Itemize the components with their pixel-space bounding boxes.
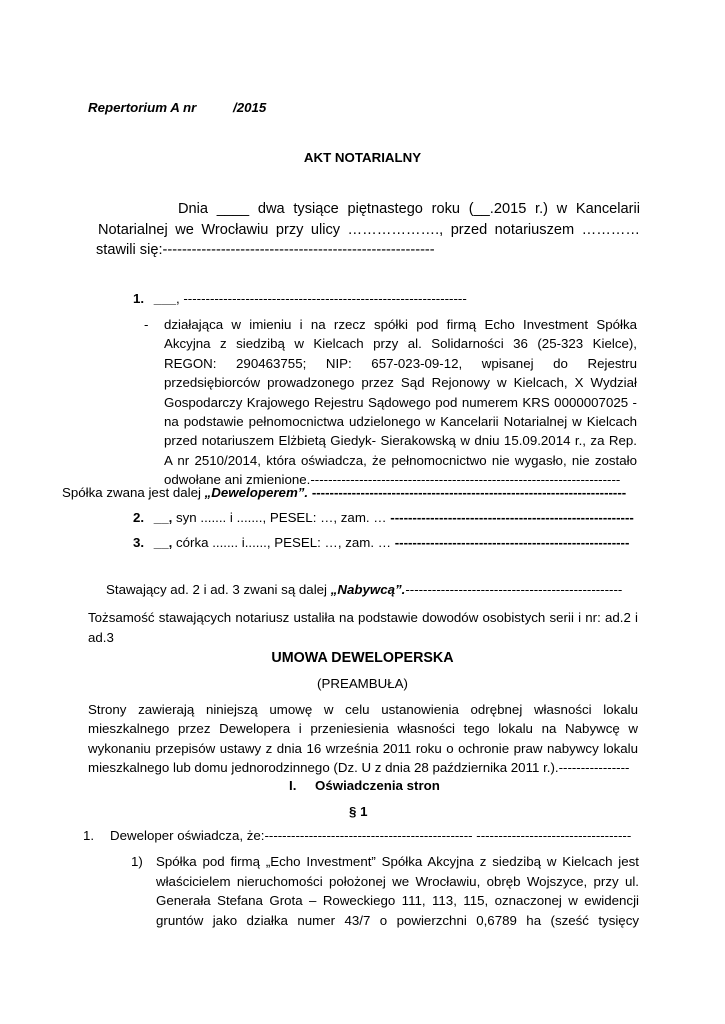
- document-title: AKT NOTARIALNY: [303, 150, 422, 165]
- party-blank: __,: [153, 535, 173, 550]
- party-blank: __,: [153, 510, 173, 525]
- preamble-line: Strony zawierają niniejszą umowę w celu ustanowienia odrębnej własności lokalu: [88, 702, 638, 717]
- buyers-definition: [106, 582, 622, 597]
- buyers-term: „Nabywcą”.: [330, 582, 406, 597]
- identity-line: Tożsamość stawających notariusz ustaliła na podstawie dowodów osobistych serii i nr: ad.2 i: [88, 610, 638, 625]
- bullet-dash: -: [144, 317, 149, 332]
- contract-title: UMOWA DEWELOPERSKA: [271, 650, 454, 666]
- preamble-line: mieszkalnego lub domu jednorodzinnego (Dz. U z dnia 28 października 2011 r.).----------------: [88, 760, 630, 776]
- description-line: odwołane ani zmienione.----------------------------------------------------------------------: [164, 472, 621, 488]
- party-name: ___: [153, 291, 176, 306]
- preamble-title: (PREAMBUŁA): [317, 676, 408, 691]
- preamble-paragraph: [88, 700, 638, 778]
- paragraph-mark: § 1: [349, 804, 368, 819]
- party-text: córka ....... i......, PESEL: …, zam. …: [172, 535, 395, 550]
- description-line: A nr 2510/2014, która oświadcza, że pełnomocnictwo nie wygasło, nie zostało: [164, 452, 637, 468]
- subitem-line: Spółka pod firmą „Echo Investment” Spółka Akcyjna z siedzibą w Kielcach jest: [156, 854, 639, 869]
- party-number: 3.: [133, 535, 145, 550]
- description-line: REGON: 290463755; NIP: 657-023-09-12, wpisanej do Rejestru: [164, 355, 637, 371]
- description-line: działająca w imieniu i na rzecz spółki pod firmą Echo Investment Spółka: [164, 317, 637, 332]
- party-2: [133, 510, 634, 525]
- preamble-line: mieszkalnego przez Dewelopera i przeniesienia własności tego lokalu na Nabywcę w: [88, 721, 638, 737]
- intro-paragraph: [98, 199, 640, 261]
- item-text: Deweloper oświadcza, że:----------------------------------------------- -----------------------------------: [110, 828, 632, 843]
- subitem-line: właścicielem nieruchomości położonej we Wrocławiu, obręb Wojszyce, przy ul.: [156, 873, 639, 889]
- intro-line: Notarialnej we Wrocławiu przy ulicy ………………., przed notariuszem …………: [98, 221, 640, 238]
- developer-term: „Deweloperem”.: [204, 485, 309, 500]
- section-number: I.: [289, 778, 297, 793]
- identity-paragraph: [88, 608, 638, 647]
- description-line: Akcyjna z siedzibą w Kielcach przy al. Solidarności 36 (25-323 Kielce),: [164, 336, 637, 352]
- developer-definition: [62, 485, 626, 500]
- repertorium-year: /2015: [233, 100, 267, 115]
- identity-line: ad.3: [88, 629, 114, 645]
- party-1-description: [164, 315, 637, 490]
- subitem-paragraph: [156, 852, 639, 930]
- party-dashes: -------------------------------------------------------: [390, 510, 634, 525]
- description-line: Gospodarczy Krajowego Rejestru Sądowego pod numerem KRS 0000007025 -: [164, 394, 637, 410]
- intro-line: Dnia ____ dwa tysiące piętnastego roku (__.2015 r.) w Kancelarii: [178, 201, 640, 217]
- section-title: Oświadczenia stron: [315, 778, 440, 793]
- description-line: na podstawie pełnomocnictwa udzielonego w Kancelarii Notarialnej w Kielcach: [164, 414, 637, 430]
- buyers-prefix: Stawający ad. 2 i ad. 3 zwani są dalej: [106, 582, 331, 597]
- description-line: przedsiębiorców prowadzonego przez Sąd Rejonowy w Kielcach, X Wydział: [164, 375, 637, 391]
- developer-dashes: -----------------------------------------------------------------------: [308, 485, 627, 500]
- preamble-line: wykonaniu przepisów ustawy z dnia 16 września 2011 roku o ochronie praw nabywcy lokalu: [88, 740, 638, 756]
- subitem-line: Generała Stefana Grota – Roweckiego 111, 113, 115, oznaczonej w ewidencji: [156, 893, 639, 909]
- party-3: [133, 535, 629, 550]
- item-number: 1.: [83, 828, 95, 843]
- party-number: 1.: [133, 291, 145, 306]
- intro-line: stawili się:--------------------------------------------------------: [96, 242, 435, 258]
- party-1-header: [133, 291, 467, 306]
- party-text: syn ....... i ......., PESEL: …, zam. …: [172, 510, 391, 525]
- repertorium-label: Repertorium A nr: [88, 100, 197, 115]
- subitem-number: 1): [131, 854, 143, 869]
- description-line: przed notariuszem Elżbietą Giedyk- Sierakowską w dniu 15.09.2014 r., za Rep.: [164, 433, 637, 449]
- developer-prefix: Spółka zwana jest dalej: [62, 485, 205, 500]
- party-dashes: , ----------------------------------------------------------------: [175, 291, 467, 306]
- party-number: 2.: [133, 510, 145, 525]
- subitem-line: gruntów jako działka numer 43/7 o powierzchni 0,6789 ha (sześć tysięcy: [156, 912, 639, 928]
- party-dashes: -----------------------------------------------------: [394, 535, 630, 550]
- buyers-dashes: -------------------------------------------------: [405, 582, 623, 597]
